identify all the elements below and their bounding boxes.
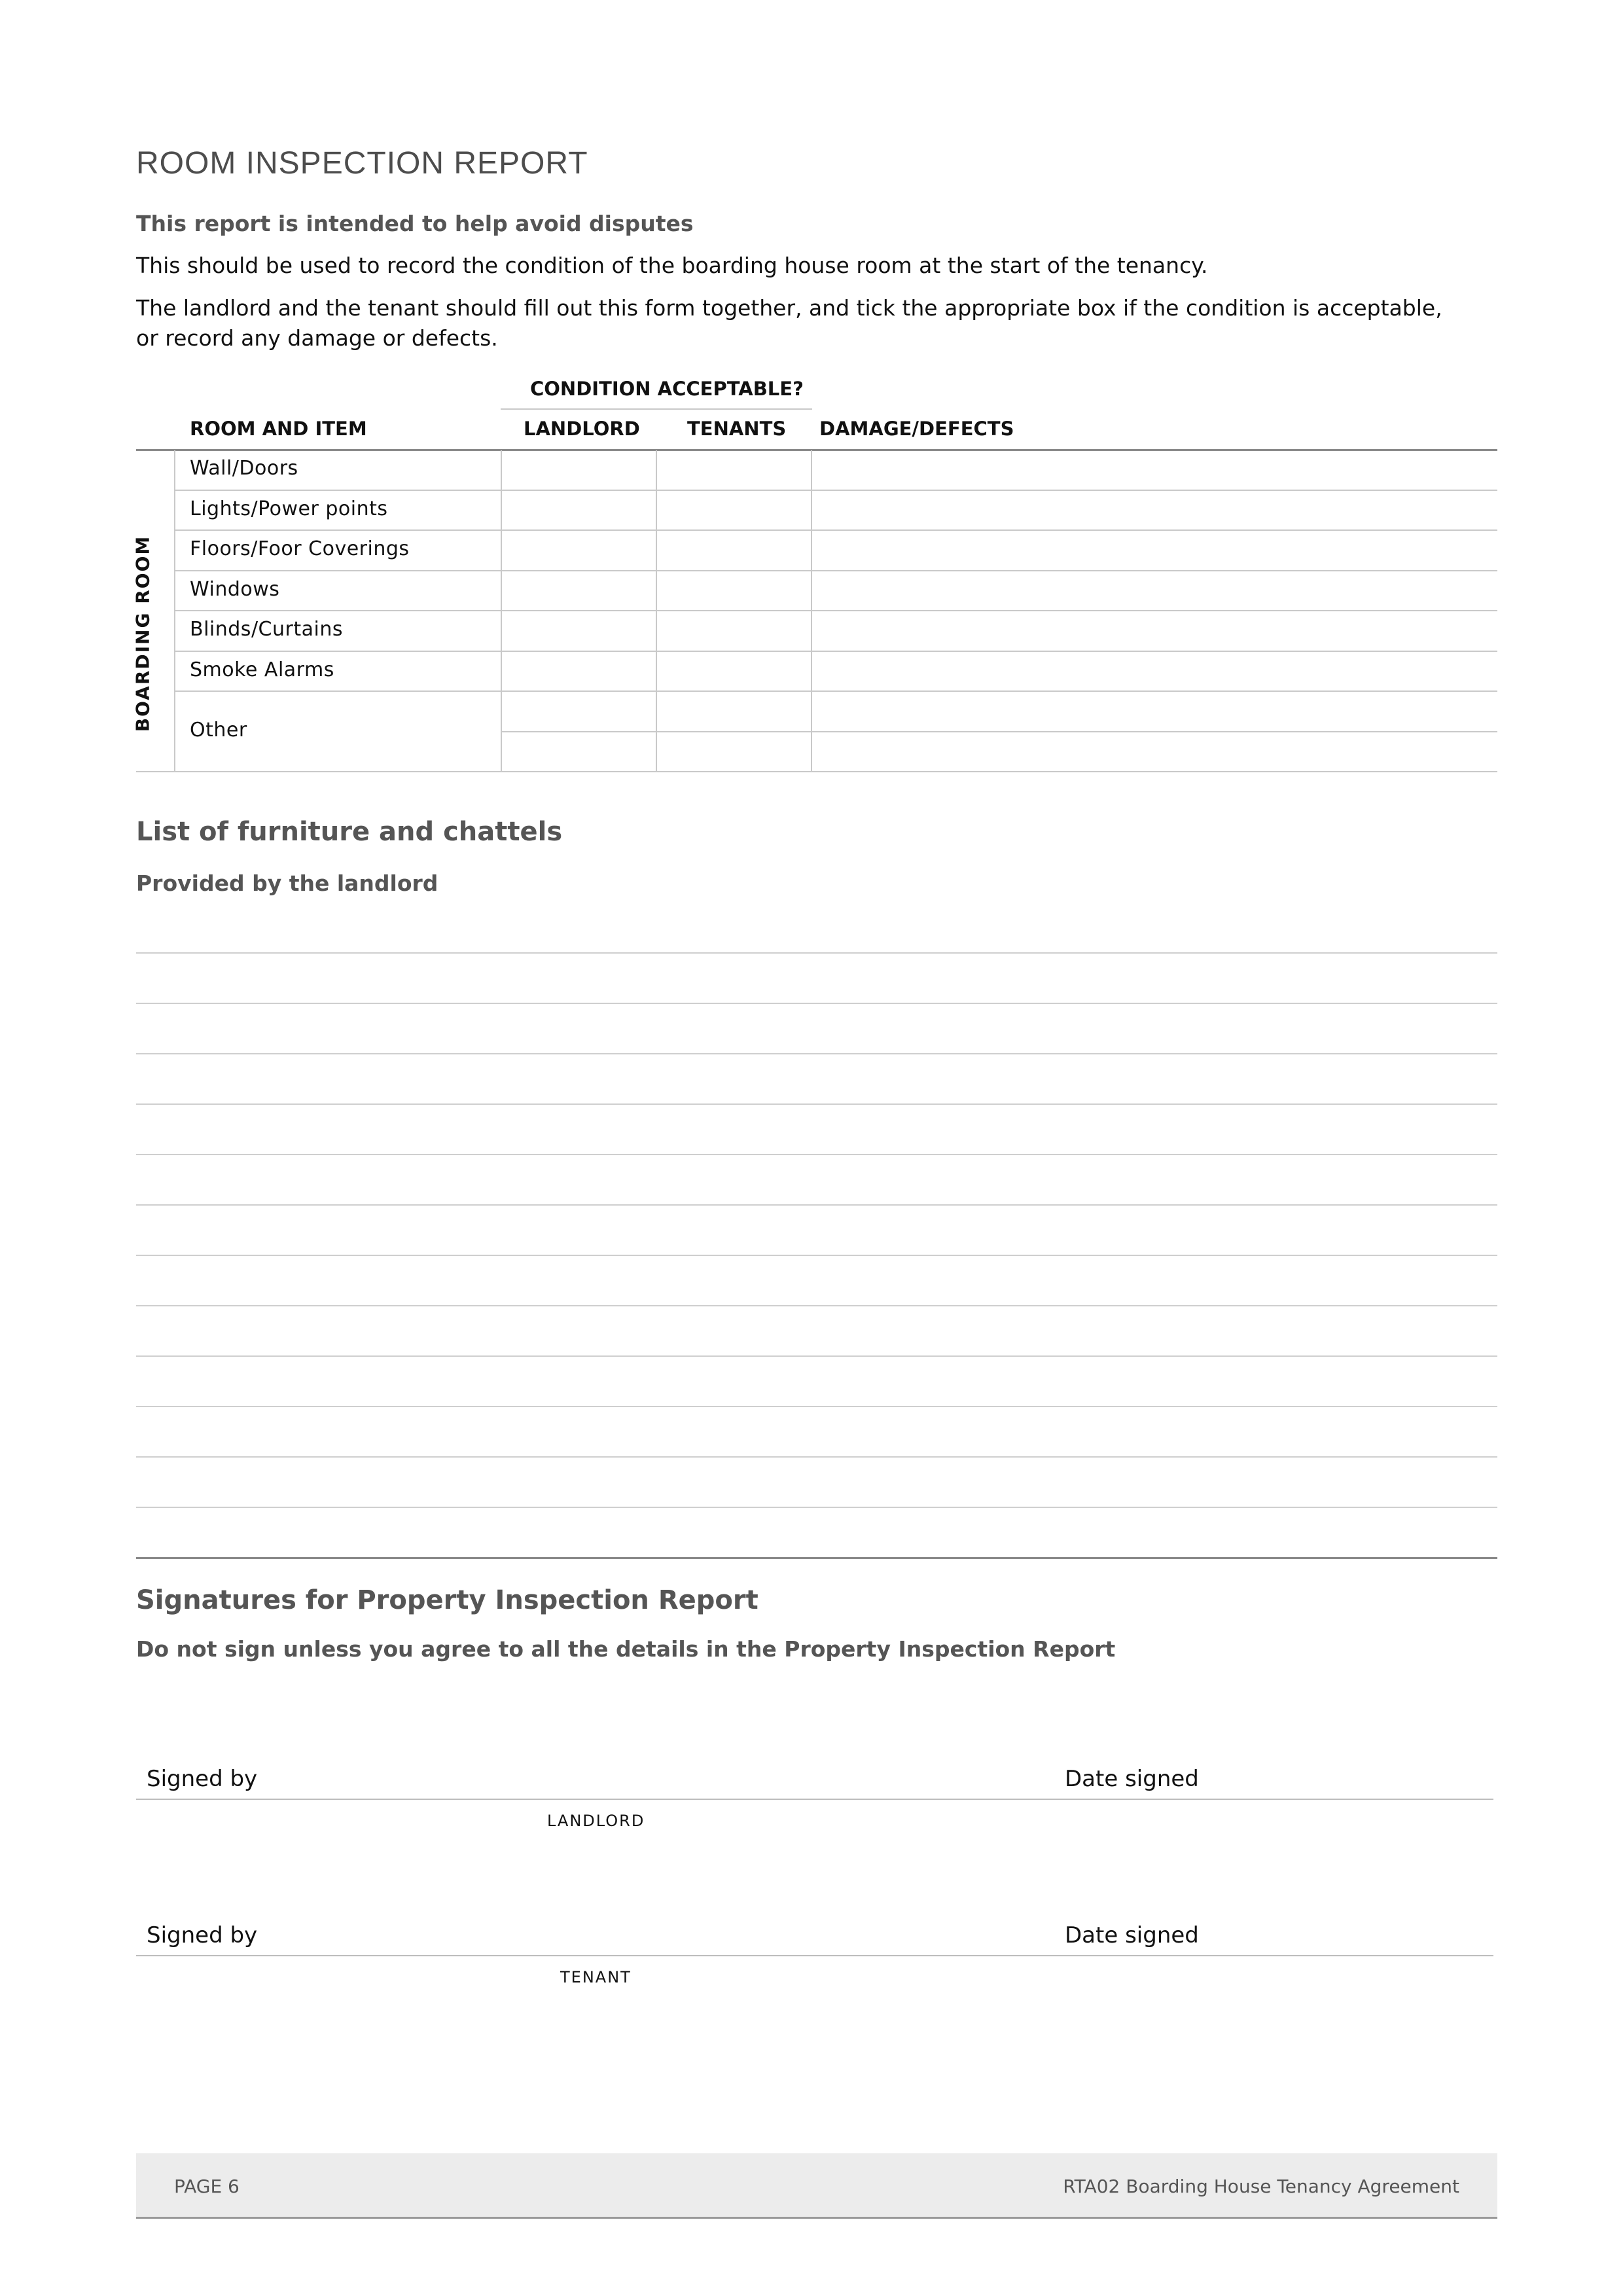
table-bottom-rule <box>136 771 1497 772</box>
landlord-check-cell[interactable] <box>502 571 654 609</box>
row-label-smoke-alarms: Smoke Alarms <box>190 658 334 681</box>
damage-defects-field[interactable] <box>812 692 1496 730</box>
furniture-entry-line[interactable] <box>136 1053 1497 1054</box>
tenants-check-cell[interactable] <box>657 652 810 690</box>
landlord-check-cell[interactable] <box>502 652 654 690</box>
landlord-date-signed-label: Date signed <box>1065 1766 1199 1792</box>
landlord-check-cell[interactable] <box>502 452 654 489</box>
furniture-section-subtitle: Provided by the landlord <box>136 870 438 896</box>
tenant-role-caption: TENANT <box>560 1968 632 1986</box>
tenant-signed-by-label: Signed by <box>147 1922 258 1948</box>
row-label-other: Other <box>190 719 247 742</box>
tenants-column-header: TENANTS <box>687 418 787 440</box>
table-header-rule <box>136 449 1497 451</box>
furniture-entry-line[interactable] <box>136 952 1497 954</box>
furniture-list-bottom-rule <box>136 1557 1497 1559</box>
section-column-divider <box>174 450 175 772</box>
furniture-entry-line[interactable] <box>136 1003 1497 1004</box>
group-header-divider <box>501 408 812 410</box>
furniture-entry-line[interactable] <box>136 1507 1497 1508</box>
page-subtitle: This report is intended to help avoid disputes <box>136 211 694 236</box>
furniture-entry-line[interactable] <box>136 1305 1497 1306</box>
row-label-blinds-curtains: Blinds/Curtains <box>190 618 343 641</box>
damage-defects-field[interactable] <box>812 452 1496 489</box>
furniture-entry-line[interactable] <box>136 1204 1497 1206</box>
damage-defects-field[interactable] <box>812 652 1496 690</box>
landlord-signature-line <box>136 1799 1493 1800</box>
row-label-windows: Windows <box>190 578 280 601</box>
page-title: ROOM INSPECTION REPORT <box>136 146 588 181</box>
furniture-entry-line[interactable] <box>136 1103 1497 1105</box>
page-number: PAGE 6 <box>174 2176 240 2197</box>
row-label-floors-coverings: Floors/Foor Coverings <box>190 537 410 560</box>
row-label-lights-power-points: Lights/Power points <box>190 497 388 520</box>
landlord-check-cell[interactable] <box>502 732 654 770</box>
tenants-check-cell[interactable] <box>657 732 810 770</box>
tenants-check-cell[interactable] <box>657 611 810 650</box>
tenant-date-signed-label: Date signed <box>1065 1922 1199 1948</box>
damage-defects-field[interactable] <box>812 531 1496 569</box>
furniture-entry-line[interactable] <box>136 1406 1497 1407</box>
tenants-check-cell[interactable] <box>657 491 810 529</box>
furniture-section-title: List of furniture and chattels <box>136 817 563 847</box>
landlord-check-cell[interactable] <box>502 611 654 650</box>
landlord-signed-by-label: Signed by <box>147 1766 258 1792</box>
tenant-date-field[interactable] <box>1211 1917 1492 1956</box>
condition-acceptable-header: CONDITION ACCEPTABLE? <box>530 378 804 400</box>
landlord-check-cell[interactable] <box>502 531 654 569</box>
tenants-check-cell[interactable] <box>657 571 810 609</box>
document-name: RTA02 Boarding House Tenancy Agreement <box>1063 2176 1459 2197</box>
tenant-signature-field[interactable] <box>275 1917 1047 1956</box>
page-footer <box>136 2153 1497 2219</box>
tenants-check-cell[interactable] <box>657 452 810 489</box>
tenants-check-cell[interactable] <box>657 692 810 730</box>
boarding-room-section-label: BOARDING ROOM <box>132 535 154 732</box>
intro-paragraph-2-line-2: or record any damage or defects. <box>136 325 498 351</box>
landlord-date-field[interactable] <box>1211 1761 1492 1800</box>
intro-paragraph-2-line-1: The landlord and the tenant should fill out this form together, and tick the appropriate box if the condition is acceptable, <box>136 295 1442 321</box>
damage-defects-field[interactable] <box>812 571 1496 609</box>
landlord-check-cell[interactable] <box>502 692 654 730</box>
tenants-check-cell[interactable] <box>657 531 810 569</box>
furniture-entry-line[interactable] <box>136 1355 1497 1357</box>
row-label-wall-doors: Wall/Doors <box>190 457 298 480</box>
landlord-column-header: LANDLORD <box>524 418 640 440</box>
landlord-role-caption: LANDLORD <box>547 1812 645 1830</box>
damage-defects-field[interactable] <box>812 611 1496 650</box>
landlord-check-cell[interactable] <box>502 491 654 529</box>
room-item-column-header: ROOM AND ITEM <box>190 418 367 440</box>
furniture-entry-line[interactable] <box>136 1154 1497 1155</box>
signatures-section-title: Signatures for Property Inspection Report <box>136 1585 758 1615</box>
damage-defects-column-header: DAMAGE/DEFECTS <box>819 418 1014 440</box>
furniture-entry-line[interactable] <box>136 1255 1497 1256</box>
furniture-entry-line[interactable] <box>136 1456 1497 1458</box>
tenant-signature-line <box>136 1955 1493 1956</box>
signatures-section-subtitle: Do not sign unless you agree to all the details in the Property Inspection Report <box>136 1636 1116 1662</box>
landlord-signature-field[interactable] <box>275 1761 1047 1800</box>
intro-paragraph-1: This should be used to record the condition of the boarding house room at the start of the tenancy. <box>136 253 1208 278</box>
damage-defects-field[interactable] <box>812 732 1496 770</box>
damage-defects-field[interactable] <box>812 491 1496 529</box>
